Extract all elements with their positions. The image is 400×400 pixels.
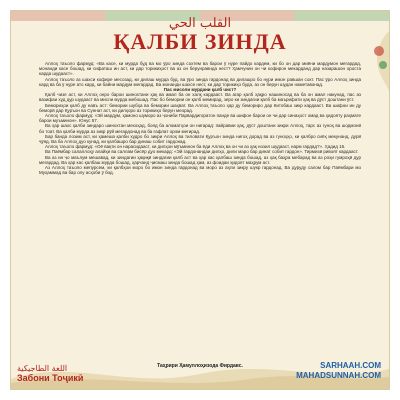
- paragraph: Аллоҳ таъоло фармуд: «Оё вақти он нарасидааст, ки дилҳои мӯъминон ба ёди Аллоҳ ва он чи аз ҳақ нозил шудааст, нарм гардад?». Ҳадид 16.: [45, 144, 346, 150]
- paragraph: Ва аз ин ҷо маълум мешавад, ки зиндагии ҳақиқӣ зиндагии қалб аст ва ҳар кас қалбаш зинда бошад, аз ҳақ баҳра мебарад ва аз роҳи гумроҳӣ дур мегардад. Ва ҳар кас қалбаш мурда бошад, ҳарчанд ҷисмаш зинда бошад ҳам, аз фоидаи ҳидоят маҳрум аст.: [39, 154, 361, 165]
- website-link-1[interactable]: SARHAAH.COM: [320, 361, 381, 370]
- section-heading: Пас мисоли мурдани қалб чист?: [163, 87, 237, 93]
- header: [11, 17, 389, 53]
- author-signature: Таҳрири Ҳамуллоҳизода Фирдавс.: [157, 363, 243, 369]
- paragraph: Бемориҳои қалб ду навъ аст: бемории шубҳа ва бемории шаҳват. Ва Аллоҳ таъоло ҳар ду бемориро дар Китобаш зикр кардааст. Ва шифои ин ду беморӣ дар Қуръон ва Суннат аст, ки дилҳоро аз торикиҳо берун меорад.: [39, 102, 361, 113]
- paragraph: Аз Аллоҳ таъоло мепурсем, ки қалбҳои моро бо имон зинда гардонад ва моро аз аҳли зикру шукр гардонад. Ва дуруду салом бар Паёмбари мо Муҳаммад ва бар олу асҳоби ӯ бод.: [39, 165, 361, 176]
- language-arabic: اللغة الطاجيكية: [17, 364, 68, 373]
- paragraph: Аллоҳ таъоло аз шахси кофире месозад, ки дилаш мурда буд, ва ӯро зинда гардонад ва дилашро бо нури имон равшан сохт. Пас ӯро Аллоҳ зинда кард ва ба ӯ нуре ато кард, ки байни мардум мегардад. Ва монанди шахсе нест, ки дар торикиҳо буда, аз он берун шудан наметавонад.: [39, 76, 361, 87]
- website-links: [296, 361, 381, 381]
- language-badge: [17, 364, 83, 383]
- paragraph: Аллоҳ таъоло фармуд: «Ва касе, ки мурда буд ва мо ӯро зинда сохтем ва барои ӯ нуре пайдо кардем, ки бо он дар миёни мардумон мегардад, монанди касе бошад, ки сифаташ ин аст, ки дар торикиҳост ва аз он берунравнда нест? Ҳамчунин он чи кофирон мекарданд дар назарашон ороста карда шудааст».: [39, 61, 361, 77]
- page-title: ҚАЛБИ ЗИНДА: [113, 29, 287, 54]
- paragraph: Бар банда лозим аст, ки ҳамеша қалби худро бо зикри Аллоҳ ва тиловати Қуръон зинда нигоҳ дорад ва аз гуноҳҳо, ки қалбро сиёҳ мекунанд, дурӣ ҷӯяд. Ва ба Аллоҳ дуо кунад, ки қалбашро бар динаш собит гардонад.: [39, 133, 361, 145]
- paragraph: Аллоҳ таъоло фармуд: «Эй мардум, ҳамоно шуморо аз ҷониби Парвардигоратон панде ва шифое барои он чи дар синаҳост омад ва ҳидояту раҳмате барои муъминон». Юнус 57.: [39, 113, 361, 124]
- article-body: [39, 61, 361, 361]
- arabic-title: القلب الحي: [168, 16, 232, 31]
- website-link-2[interactable]: MAHADSUNNAH.COM: [296, 371, 381, 380]
- paragraph: Ва Паёмбар салаллоҳу алайҳи ва саллам бисёр дуо мекард: «Эй гардонандаи дилҳо, дили маро бар динат собит гардон». Тирмизӣ ривоят кардааст.: [45, 149, 359, 155]
- paragraph: Ва ҳар шахс қалби зиндаро шинохтан мехоҳад, бояд ба аломатҳои он нигарад: пайравии ҳақ, дӯст доштани зикри Аллоҳ, тарс аз гуноҳ ва шодмонӣ бо тоат. Ва қалби мурда аз зикр рӯй мегардонад ва ба ғафлат ором мегирад.: [39, 123, 361, 134]
- document-page: [10, 10, 390, 390]
- paragraph: Қалб чизе аст, ки Аллоҳ онро барои шинохтани ҳақ ва амал ба он халқ кардааст. Ва агар қалб ҳақро нашиносад ва ба он амал накунад, пас аз вазифаи худ дур шудааст ва мисли мурда мебошад. Пас бо бемории он қалб мемирад, зеро ки зиндагии қалб ба маърифати ҳақ ва дӯст доштани ӯст.: [39, 92, 361, 103]
- language-label: Забони Тоҷикӣ: [17, 373, 84, 383]
